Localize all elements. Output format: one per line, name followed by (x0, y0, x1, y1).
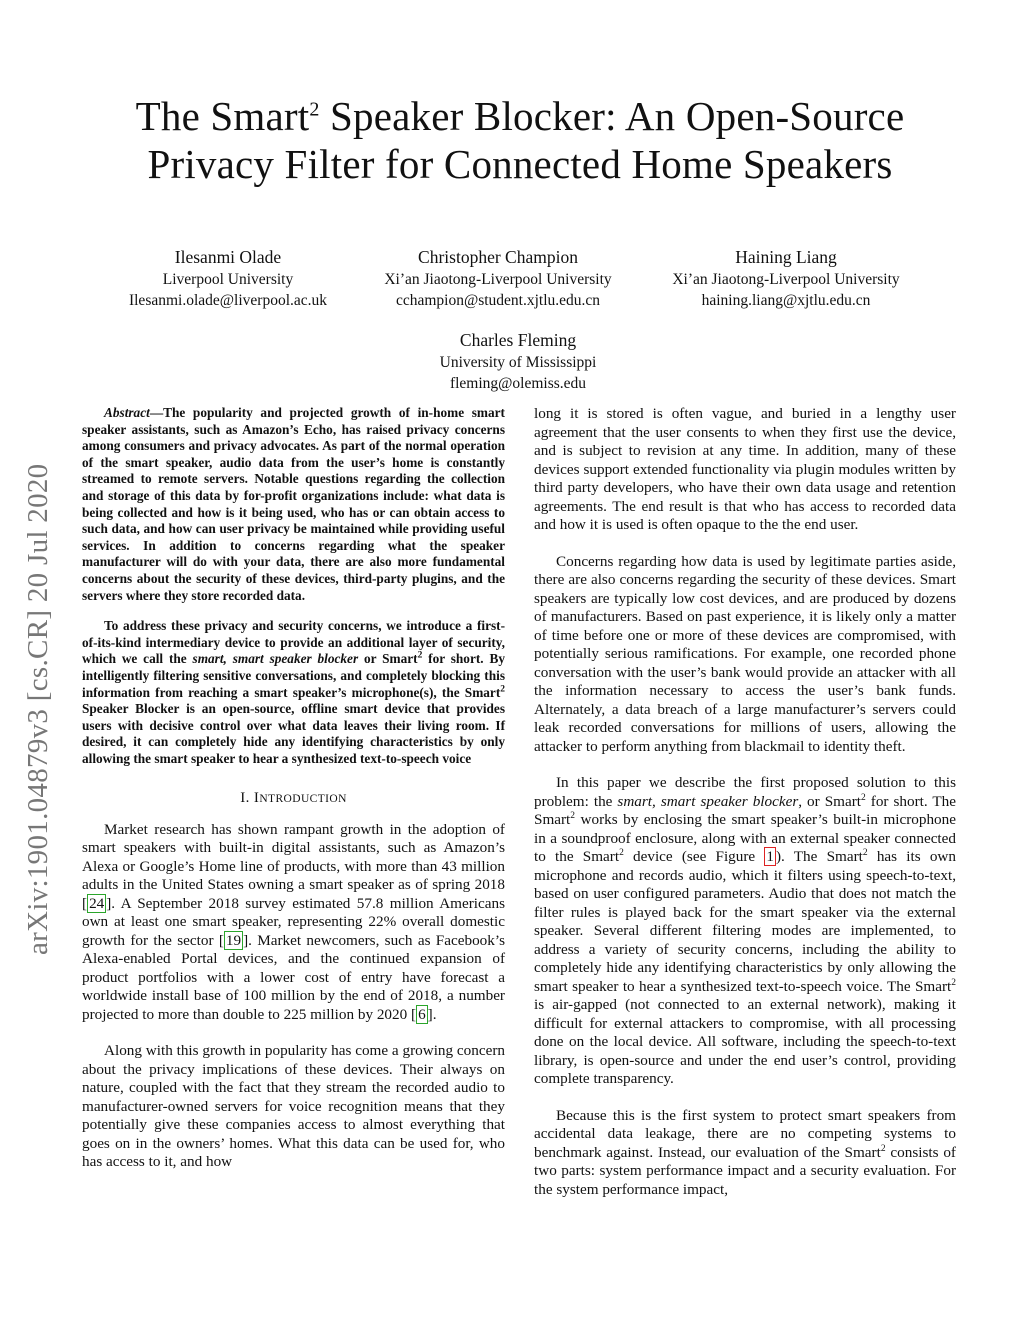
author-affiliation: Liverpool University (162, 271, 294, 288)
left-column (82, 405, 505, 1190)
author-email: Ilesanmi.olade@liverpool.ac.uk (128, 292, 328, 309)
section-heading-introduction: I. INTRODUCTION (240, 790, 347, 807)
abstract-paragraph-1: Abstract—The popularity and projected growth of in-home smart speaker assistants, such as Amazon’s Echo, has raised privacy concerns among consumers and privacy advocates. As part of the normal operation of the smart speaker, audio data from the user’s home is constantly streamed to remote servers. Notable questions regarding the collection and storage of this data by for-profit organizations include: what data is being collected and how is it being used, who has or can obtain access to such data, and how can user privacy be maintained while providing useful services. In addition to concerns regarding what the speaker manufacturer will do with your data, there are also more fundamental concerns about the security of these devices, third-party plugins, and the servers where they store recorded data. (82, 405, 505, 603)
author-block-2 (362, 245, 634, 311)
title-line-2: Privacy Filter for Connected Home Speakers (147, 141, 893, 187)
author-email: cchampion@student.xjtlu.edu.cn (395, 292, 601, 309)
author-affiliation: Xi’an Jiaotong-Liverpool University (672, 271, 900, 288)
citation-link[interactable]: 24 (89, 894, 105, 912)
author-block-1 (118, 245, 338, 311)
introduction-left-text (82, 821, 505, 1172)
citation-link[interactable]: 19 (225, 931, 242, 949)
author-block-3 (655, 245, 917, 311)
body-paragraph: In this paper we describe the first proposed solution to this problem: the smart, smart speaker blocker, or Smart$^2$ for short. The Smart$^2$ works by enclosing the smart speaker’s built-in microphone in a soundproof enclosure, along with an external speaker connected to the Smart$^2$ device (see Figure 1 ). The Smart$^2$ has its own microphone and records audio, which it filters using speech-to-text, based on user configured parameters. Audio that does not match the filter rules is played back for the smart speaker via the external speaker. Several different filtering modes are implemented, to address a variety of security concerns, including the ability to completely hide any identifying characteristics by only allowing the smart speaker to hear a synthesized text-to-speech voice. The Smart$^2$ is air-gapped (not connected to an external network), making it difficult for external attackers to compromise, with all processing done on the local device. All software, including the speech-to-text library, is open-source and under the end user’s control, providing complete transparency. (534, 774, 957, 1087)
arxiv-identifier: arXiv:1901.04879v3 [cs.CR] 20 Jul 2020 (22, 463, 54, 955)
body-paragraph: Because this is the first system to protect smart speakers from accidental data leakage, there are no competing systems to benchmark against. Instead, our evaluation of the Smart$^2$ consists of two parts: system performance impact and a security evaluation. For the system performance impact, (534, 1106, 956, 1198)
author-name: Ilesanmi Olade (174, 247, 282, 267)
body-paragraph: long it is stored is often vague, and buried in a lengthy user agreement that the user consents to when they first use the device, and is subject to revision at any time. In addition, many of these devices support extended functionality via plugin modules written by third party developers, who have their own data usage and retention agreements. The end result is that who has access to recorded data and how it is used is often opaque to the the end user. (534, 405, 956, 533)
author-name: Haining Liang (735, 247, 837, 267)
author-affiliation: University of Mississippi (439, 354, 597, 371)
author-block-4 (400, 328, 636, 394)
abstract (82, 405, 505, 767)
author-name: Charles Fleming (459, 330, 577, 350)
title-line-1: The Smart$^2$ Speaker Blocker: An Open-Source (135, 93, 905, 139)
author-email: haining.liang@xjtlu.edu.cn (701, 292, 871, 309)
citation-link[interactable]: 6 (418, 1005, 426, 1023)
body-paragraph: Along with this growth in popularity has come a growing concern about the privacy implications of these devices. Their always on nature, coupled with the fact that they stream the recorded audio to manufacturer-owned servers for voice recognition means that they potentially give these companies access to almost everything that goes on in the owners’ homes. What this data can be used for, who has access to it, and how (82, 1042, 505, 1171)
author-affiliation: Xi’an Jiaotong-Liverpool University (384, 271, 612, 288)
abstract-paragraph-2: To address these privacy and security concerns, we introduce a first-of-its-kind intermediary device to provide an additional layer of security, which we call the smart, smart speaker blocker or Smart$^2$ for short. By intelligently filtering sensitive conversations, and completely blocking this information from reaching a smart speaker’s microphone(s), the Smart$^2$ Speaker Blocker is an open-source, offline smart device that provides users with decisive control over what data leaves their living room. If desired, it can completely hide any identifying characteristics by only allowing the smart speaker to hear a synthesized text-to-speech voice (82, 618, 505, 766)
author-name: Christopher Champion (418, 247, 578, 267)
right-column (534, 405, 956, 1217)
body-paragraph: Market research has shown rampant growth in the adoption of smart speakers with built-in digital assistants, such as Amazon’s Alexa or Google’s Home line of products, with more than 43 million adults in the United States owning a smart speaker as of spring 2018 [ 24 ]. A September 2018 survey estimated 57.8 million Americans own at least one smart speaker, representing 22% overall domestic growth for the sector [ 19 ]. Market newcomers, such as Facebook’s Alexa-enabled Portal devices, and the continued expansion of product portfolios with a lower cost of entry have forecast a worldwide install base of 100 million by the end of 2018, a number projected to more than double to 225 million by 2020 [ 6 ]. (82, 820, 505, 1023)
author-email: fleming@olemiss.edu (449, 375, 587, 392)
paper-title (90, 92, 950, 188)
abstract-label: Abstract (104, 405, 150, 420)
body-paragraph: Concerns regarding how data is used by legitimate parties aside, there are also concerns regarding the security of these devices. Smart speakers are typically low cost devices, and are produced by dozens of manufacturers. Based on past experience, it is likely only a matter of time before one or more of these devices are compromised, with potentially serious ramifications. For example, one recorded phone conversation with the user’s bank would provide an attacker with all the information necessary to access the user’s bank funds. Alternately, a data breach of a large manufacturer’s servers could leak recorded conversations for millions of users, allowing the attacker to perform anything from blackmail to identity theft. (534, 552, 956, 755)
figure-link[interactable]: 1 (766, 848, 774, 865)
